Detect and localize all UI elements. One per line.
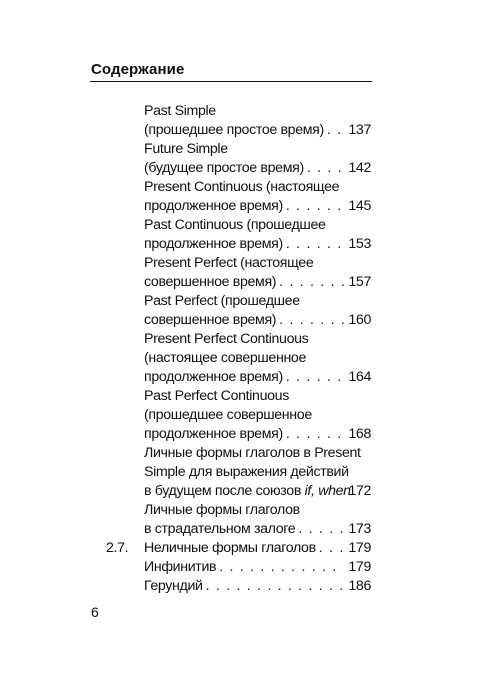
toc-entry-future-simple[interactable] — [90, 140, 371, 178]
toc-entry-text: (прошедшее совершенное — [144, 407, 312, 423]
toc-entry-past-continuous[interactable] — [90, 216, 371, 254]
dot-leader — [286, 425, 344, 444]
header-rule — [90, 81, 372, 82]
toc-entry-text: Present Perfect (настоящее — [144, 255, 314, 271]
toc-entry-past-simple[interactable] — [90, 102, 371, 140]
dot-leader — [298, 520, 344, 539]
toc-page-number: 179 — [348, 540, 371, 556]
toc-entry-text: Past Perfect Continuous — [144, 388, 289, 404]
toc-page-number: 153 — [348, 236, 371, 252]
toc-entry-text: Past Continuous (прошедшее — [144, 217, 326, 233]
toc-page-number: 172 — [348, 483, 371, 499]
dot-leader — [206, 577, 345, 596]
toc-entry-text — [144, 482, 351, 501]
toc-page-number: 186 — [348, 578, 371, 594]
table-of-contents — [90, 102, 371, 596]
toc-entry-text: Инфинитив — [144, 559, 217, 575]
dot-leader — [279, 311, 344, 330]
section-title: Содержание — [91, 61, 185, 78]
toc-page-number: 173 — [348, 521, 371, 537]
toc-entry-italic: if, when — [304, 483, 351, 499]
toc-entry-text: продолженное время) — [144, 236, 283, 252]
toc-entry-past-perfect-continuous[interactable] — [90, 387, 371, 444]
dot-leader — [327, 121, 344, 140]
toc-entry-text: Simple для выражения действий — [144, 464, 349, 480]
toc-entry-text: Past Perfect (прошедшее — [144, 293, 300, 309]
toc-entry-text: Future Simple — [144, 141, 228, 157]
toc-entry-text: Неличные формы глаголов — [144, 540, 316, 556]
toc-entry-text: совершенное время) — [144, 274, 277, 290]
toc-entry-text: продолженное время) — [144, 369, 283, 385]
toc-entry-text: продолженное время) — [144, 198, 283, 214]
toc-entry-gerund[interactable] — [90, 577, 371, 596]
toc-page-number: 157 — [348, 274, 371, 290]
toc-section-number: 2.7. — [106, 540, 129, 556]
dot-leader — [279, 273, 344, 292]
toc-entry-infinitive[interactable] — [90, 558, 371, 577]
dot-leader — [319, 539, 345, 558]
toc-entry-personal-forms-future[interactable] — [90, 444, 371, 501]
toc-page-number: 179 — [348, 559, 371, 575]
toc-entry-present-perfect-continuous[interactable] — [90, 330, 371, 387]
toc-entry-text: Личные формы глаголов — [144, 502, 300, 518]
toc-entry-text: Present Continuous (настоящее — [144, 179, 340, 195]
toc-entry-text: совершенное время) — [144, 312, 277, 328]
toc-entry-text: Present Perfect Continuous — [144, 331, 309, 347]
toc-entry-non-finite-forms[interactable] — [90, 539, 371, 558]
toc-entry-text-part: в будущем после союзов — [144, 483, 305, 499]
dot-leader — [286, 368, 344, 387]
toc-entry-text: (настоящее совершенное — [144, 350, 307, 366]
toc-page-number: 168 — [348, 426, 371, 442]
dot-leader — [286, 235, 344, 254]
toc-entry-passive-voice[interactable] — [90, 501, 371, 539]
toc-entry-text: (прошедшее простое время) — [144, 122, 324, 138]
toc-entry-text: (будущее простое время) — [144, 160, 304, 176]
toc-page-number: 145 — [348, 198, 371, 214]
toc-page-number: 164 — [348, 369, 371, 385]
toc-page-number: 137 — [348, 122, 371, 138]
toc-entry-present-continuous[interactable] — [90, 178, 371, 216]
toc-entry-text: Герундий — [144, 578, 203, 594]
toc-page-number: 160 — [348, 312, 371, 328]
dot-leader — [286, 197, 344, 216]
toc-entry-present-perfect[interactable] — [90, 254, 371, 292]
toc-entry-past-perfect[interactable] — [90, 292, 371, 330]
toc-entry-text: Личные формы глаголов в Present — [144, 445, 361, 461]
toc-entry-text: в страдательном залоге — [144, 521, 296, 537]
toc-entry-text: продолженное время) — [144, 426, 283, 442]
dot-leader — [219, 558, 344, 577]
toc-entry-text: Past Simple — [144, 103, 216, 119]
page-number: 6 — [91, 604, 99, 620]
toc-page-number: 142 — [348, 160, 371, 176]
dot-leader — [307, 159, 345, 178]
